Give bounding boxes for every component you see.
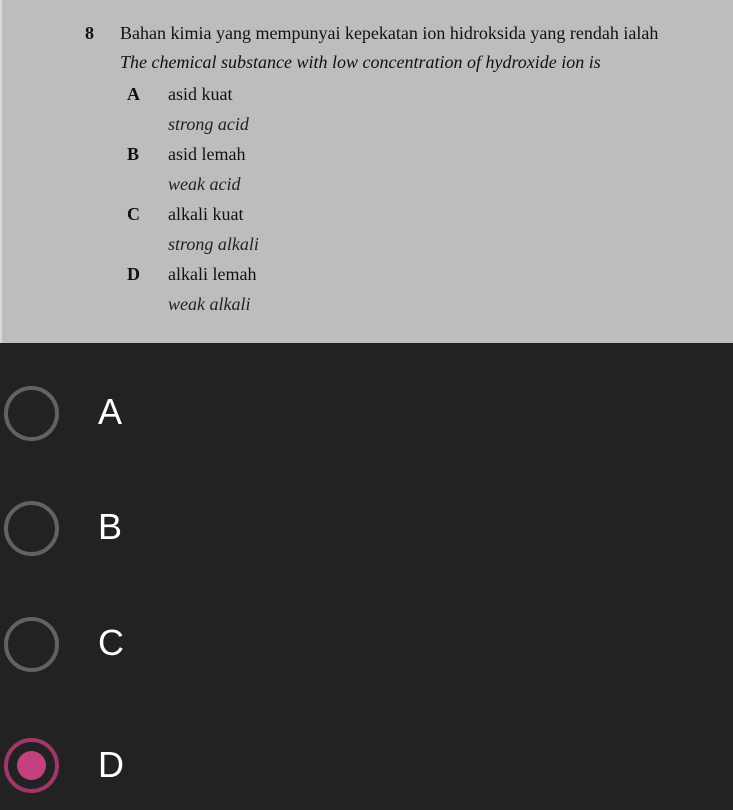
- choice-c-malay: alkali kuat: [168, 204, 244, 224]
- choice-b-english: weak acid: [168, 174, 241, 194]
- choice-a-english: strong acid: [168, 114, 249, 134]
- question-image: [0, 0, 733, 343]
- answer-label-c: C: [98, 622, 124, 663]
- choice-c-english: strong alkali: [168, 234, 259, 254]
- question-text-english: The chemical substance with low concentration of hydroxide ion is: [120, 52, 601, 72]
- answer-option-a[interactable]: [0, 358, 733, 468]
- choice-d-malay: alkali lemah: [168, 264, 257, 284]
- answer-label-a: A: [98, 391, 123, 432]
- choice-d-english: weak alkali: [168, 294, 251, 314]
- choice-c-letter: C: [127, 204, 140, 224]
- choice-a-letter: A: [127, 84, 140, 104]
- radio-button-c[interactable]: [4, 617, 59, 672]
- answer-label-b: B: [98, 506, 123, 547]
- choice-b-malay: asid lemah: [168, 144, 246, 164]
- radio-selected-dot: [17, 751, 46, 780]
- answer-label-d: D: [98, 744, 124, 785]
- choice-d-letter: D: [127, 264, 140, 284]
- choice-a-malay: asid kuat: [168, 84, 233, 104]
- question-number: 8: [85, 23, 94, 43]
- radio-button-b[interactable]: [4, 501, 59, 556]
- radio-button-d-selected[interactable]: [4, 738, 59, 793]
- radio-button-a[interactable]: [4, 386, 59, 441]
- question-text-malay: Bahan kimia yang mempunyai kepekatan ion hidroksida yang rendah ialah: [120, 23, 659, 43]
- answer-option-c[interactable]: [0, 587, 733, 697]
- answer-option-d[interactable]: [0, 700, 733, 810]
- choice-b-letter: B: [127, 144, 140, 164]
- answer-option-b[interactable]: [0, 473, 733, 583]
